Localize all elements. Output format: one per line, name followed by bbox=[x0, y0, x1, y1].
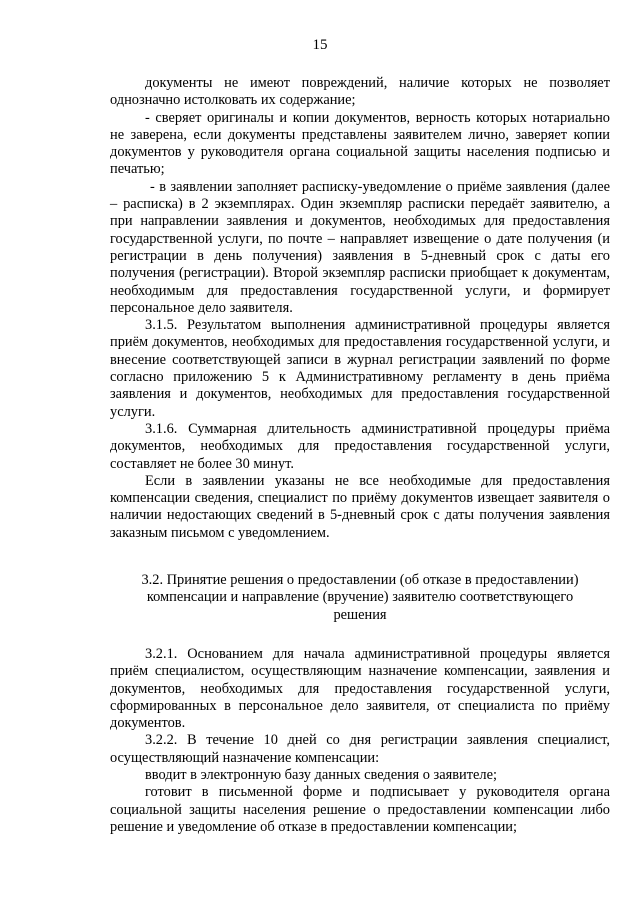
paragraph-3-1-5: 3.1.5. Результатом выполнения административной процедуры является приём документов, необходимых для предоставления государственной услуги, и внесение соответствующей записи в журнал регистрации заявлений по форме согласно приложению 5 к Административному регламенту в день приёма заявления и документов, необходимых для предоставления государственной услуги. bbox=[110, 317, 610, 420]
paragraph-3-1-6: 3.1.6. Суммарная длительность административной процедуры приёма документов, необходимых для предоставления государственной услуги, составляет не более 30 минут. bbox=[110, 420, 610, 472]
paragraph-3-2-2: 3.2.2. В течение 10 дней со дня регистрации заявления специалист, осуществляющий назначение компенсации: bbox=[110, 732, 610, 766]
paragraph-missing-info: Если в заявлении указаны не все необходимые для предоставления компенсации сведения, специалист по приёму документов извещает заявителя о наличии недостающих сведений в 5-дневный срок с даты получения заявления заказным письмом с уведомлением. bbox=[110, 472, 610, 541]
list-item-prepare-decision: готовит в письменной форме и подписывает у руководителя органа социальной защиты населения решение о предоставлении компенсации либо решение и уведомление об отказе в предоставлении компенсации; bbox=[110, 784, 610, 835]
list-item-fill-receipt: - в заявлении заполняет расписку-уведомление о приёме заявления (далее – расписка) в 2 экземплярах. Один экземпляр расписки передаёт заявителю, а при направлении заявления и документов, необходимых для предоставления государственной услуги, по почте – направляет извещение о дате получения (и регистрации в день получения) заявления в 5-дневный срок с даты его получения (регистрации). Второй экземпляр расписки приобщает к документам, необходимым для предоставления государственной услуги, и формирует персональное дело заявителя. bbox=[110, 178, 610, 316]
list-item-enter-database: вводит в электронную базу данных сведения о заявителе; bbox=[145, 766, 497, 783]
paragraph-3-2-1: 3.2.1. Основанием для начала административной процедуры является приём специалистом, осуществляющим назначение компенсации, заявления и документов, необходимых для предоставления государственной услуги, сформированных в персональное дело заявителя, от специалиста по приёму документов. bbox=[110, 645, 610, 732]
document-body bbox=[110, 75, 610, 836]
paragraph: документы не имеют повреждений, наличие которых не позволяет однозначно истолковать их содержание; bbox=[110, 75, 610, 109]
section-heading-3-2: 3.2. Принятие решения о предоставлении (об отказе в предоставлении) компенсации и направление (вручение) заявителю соответствующего решения bbox=[141, 572, 579, 623]
page-number: 15 bbox=[312, 37, 328, 53]
list-item-verify-documents: - сверяет оригиналы и копии документов, верность которых нотариально не заверена, если документы представлены заявителем лично, заверяет копии документов у руководителя органа социальной защиты населения подписью и печатью; bbox=[110, 109, 610, 178]
